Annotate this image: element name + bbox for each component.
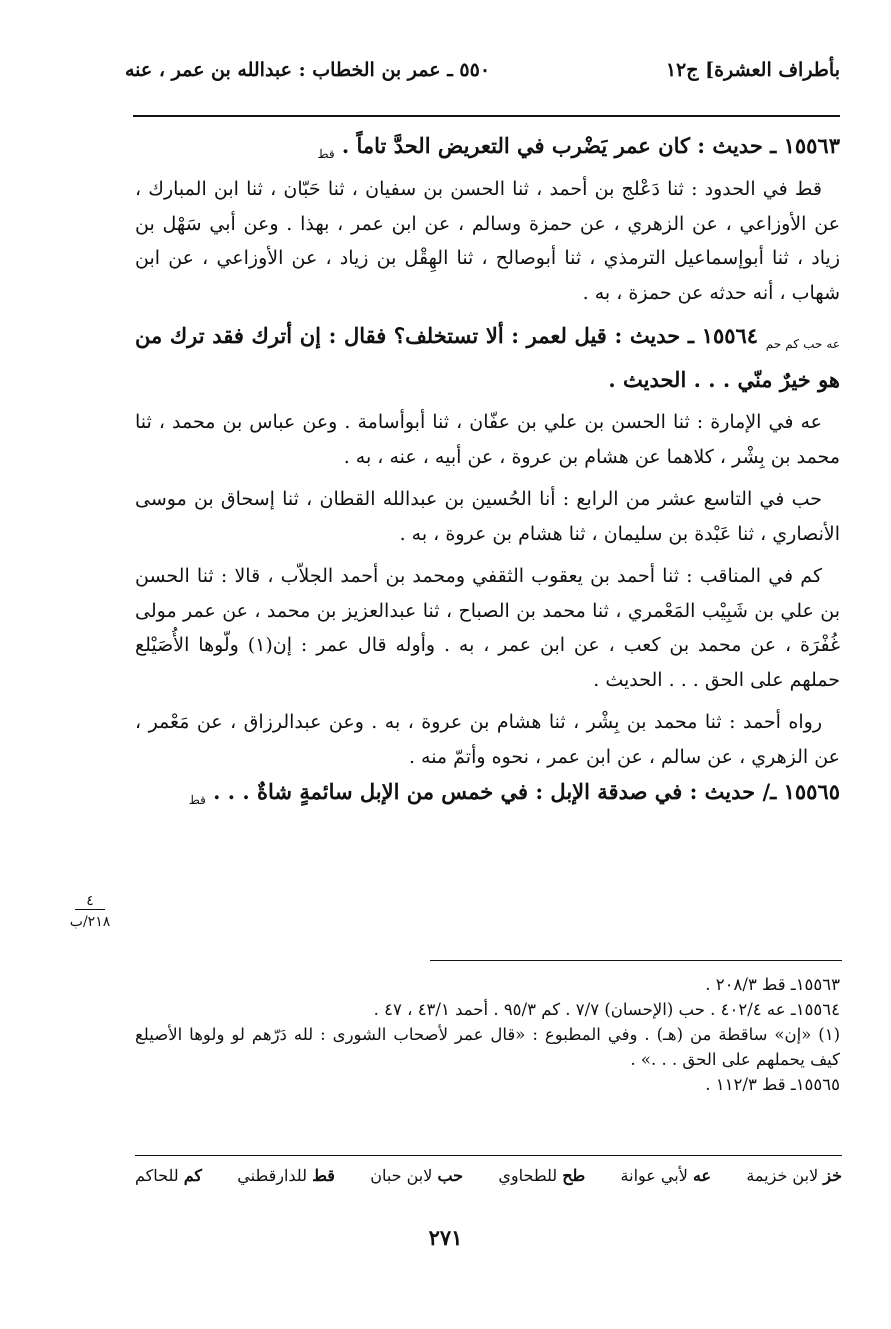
footnotes <box>135 972 840 1097</box>
abbreviation-key <box>135 1166 842 1185</box>
source-symbols: قط <box>317 147 335 162</box>
hadith-15565-heading: ١٥٥٦٥ ـ/ حديث : في صدقة الإبل : في خمس من الإبل سائمةٍ شاةٌ . . . $_{قط}$ <box>188 779 840 808</box>
hadith-15564-chain-hb: حب في التاسع عشر من الرابع : أنا الحُسين بن عبدالله القطان ، ثنا إسحاق بن موسى الأنصاري ، ثنا عَبْدة بن سليمان ، ثنا هشام بن عروة ، به . <box>135 488 840 545</box>
source-symbols: قط <box>188 793 206 808</box>
footnote-1: (١) «إن» ساقطة من (هـ) . وفي المطبوع : «قال عمر لأصحاب الشورى : لله دَرّهم لو ولوها الأصيلع كيف يحملهم على الحق . . .» . <box>135 1025 840 1069</box>
footnote-15564: ١٥٥٦٤ـ عه ٤٠٢/٤ . حب (الإحسان) ٧/٧ . كم ٩٥/٣ . أحمد ٤٣/١ ، ٤٧ . <box>373 1000 840 1019</box>
footnote-rule <box>430 960 842 961</box>
footnote-15565: ١٥٥٦٥ـ قط ١١٢/٣ . <box>705 1075 840 1094</box>
header-volume: بأطراف العشرة] ج١٢ <box>665 59 840 81</box>
header-chapter: ٥٥٠ ـ عمر بن الخطاب : عبدالله بن عمر ، عنه <box>125 59 491 81</box>
header-rule <box>133 115 840 117</box>
page-number: ٢٧١ <box>428 1225 463 1250</box>
abbr-item: طح للطحاوي <box>498 1166 586 1185</box>
abbr-item: حب لابن حبان <box>370 1166 464 1185</box>
hadith-15564-heading: $_{عه حب كم حم}$ ١٥٥٦٤ ـ حديث : قيل لعمر : ألا تستخلف؟ فقال : إن أترك فقد ترك من هو خيرٌ منّي . . . الحديث . <box>135 323 840 393</box>
abbr-item: خز لابن خزيمة <box>746 1166 842 1185</box>
footnote-15563: ١٥٥٦٣ـ قط ٢٠٨/٣ . <box>705 975 840 994</box>
manuscript-folio-note: ٤ ٢١٨/ب <box>69 893 111 930</box>
abbr-item: كم للحاكم <box>135 1166 202 1185</box>
hadith-15564-chain-ah: عه في الإمارة : ثنا الحسن بن علي بن عفّان ، ثنا أبوأسامة . وعن عباس بن محمد ، ثنا محمد بن بِشْر ، كلاهما عن هشام بن عروة ، عن أبيه ، عنه ، به . <box>135 411 840 468</box>
abbreviation-rule <box>135 1155 842 1156</box>
main-text <box>135 128 840 819</box>
hadith-15564-chain-km: كم في المناقب : ثنا أحمد بن يعقوب الثقفي ومحمد بن أحمد الجلاّب ، قالا : ثنا الحسن بن علي بن شَبِيْب المَعْمري ، ثنا محمد بن الصباح ، ثنا عبدالعزيز بن محمد ، عن عمر مولى غُفْرَة ، عن محمد بن كعب ، عن ابن عمر ، به . وأوله قال عمر : إن(١) ولّوها الأُصَيْلع حملهم على الحق . . . الحديث . <box>135 565 841 691</box>
abbr-item: عه لأبي عوانة <box>620 1166 712 1185</box>
running-header <box>125 55 840 99</box>
abbr-item: قط للدارقطني <box>237 1166 335 1185</box>
hadith-15564-chain-ahmad: رواه أحمد : ثنا محمد بن بِشْر ، ثنا هشام بن عروة ، به . وعن عبدالرزاق ، عن مَعْمر ، عن الزهري ، عن سالم ، عن ابن عمر ، نحوه وأتمّ منه . <box>135 711 840 768</box>
hadith-15563-chain: قط في الحدود : ثنا دَعْلج بن أحمد ، ثنا الحسن بن سفيان ، ثنا حَبّان ، ثنا ابن المبارك ، عن الأوزاعي ، عن الزهري ، عن حمزة وسالم ، عن ابن عمر ، بهذا . وعن أبي سَهْل بن زياد ، ثنا أبوإسماعيل الترمذي ، ثنا أبوصالح ، ثنا الهِقْل بن زياد ، عن الأوزاعي ، عن ابن شهاب ، أنه حدثه عن حمزة ، به . <box>135 178 840 304</box>
source-symbols: عه حب كم حم <box>765 337 840 352</box>
hadith-15563-heading: ١٥٥٦٣ ـ حديث : كان عمر يَضْرب في التعريض الحدَّ تاماً . $_{قط}$ <box>317 133 840 162</box>
